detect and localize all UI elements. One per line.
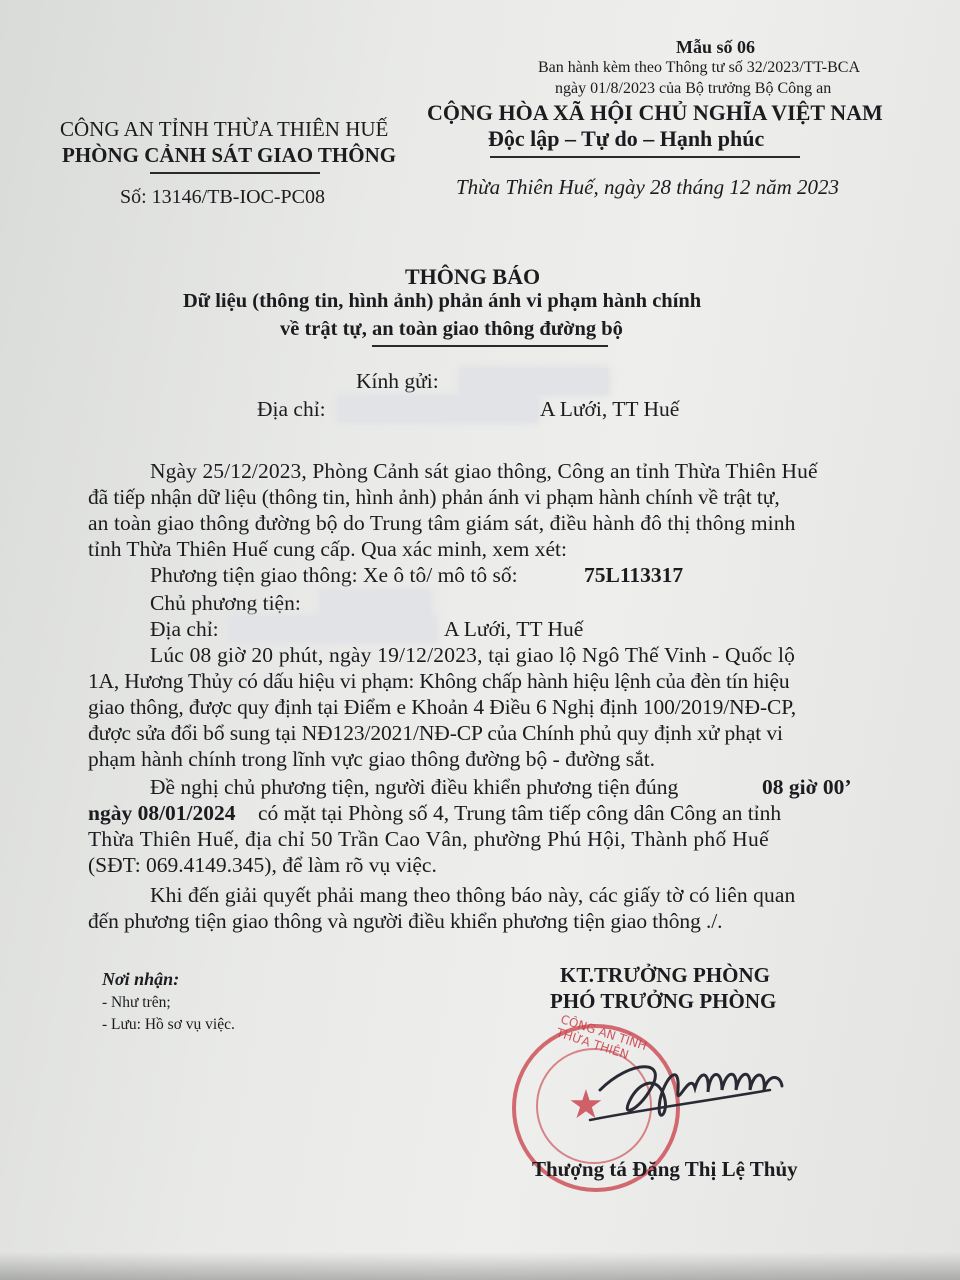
signatory-title-2: PHÓ TRƯỞNG PHÒNG [550,989,777,1013]
star-icon: ★ [568,1082,604,1128]
country-name: CỘNG HÒA XÃ HỘI CHỦ NGHĨA VIỆT NAM [427,100,883,125]
recipients-heading: Nơi nhận: [102,969,180,989]
recipients-item: - Lưu: Hồ sơ vụ việc. [102,1016,235,1033]
body-line: Ngày 25/12/2023, Phòng Cảnh sát giao thông, Công an tỉnh Thừa Thiên Huế [150,459,818,483]
recipient-label: Kính gửi: [356,369,439,393]
agency-parent: CÔNG AN TỈNH THỪA THIÊN HUẾ [60,117,389,141]
vehicle-label: Phương tiện giao thông: Xe ô tô/ mô tô số: [150,563,518,587]
form-number: Mẫu số 06 [676,37,756,57]
address-tail: A Lưới, TT Huế [540,397,680,421]
body-line: Khi đến giải quyết phải mang theo thông báo này, các giấy tờ có liên quan [150,883,796,907]
appointment-time: 08 giờ 00’ [762,775,852,799]
body-line: Thừa Thiên Huế, địa chỉ 50 Trần Cao Vân, phường Phú Hội, Thành phố Huế [88,827,769,851]
document-subtitle-1: Dữ liệu (thông tin, hình ảnh) phản ánh vi phạm hành chính [183,290,702,312]
document-subtitle-2: về trật tự, an toàn giao thông đường bộ [280,318,623,340]
signatory-title-1: KT.TRƯỞNG PHÒNG [560,963,770,987]
body-line: tỉnh Thừa Thiên Huế cung cấp. Qua xác minh, xem xét: [88,537,567,561]
address-label: Địa chỉ: [257,397,326,421]
agency-name: PHÒNG CẢNH SÁT GIAO THÔNG [62,143,397,167]
body-line: 1A, Hương Thủy có dấu hiệu vi phạm: Không chấp hành hiệu lệnh của đèn tín hiệu [88,669,790,693]
body-line: đã tiếp nhận dữ liệu (thông tin, hình ảnh) phản ánh vi phạm hành chính về trật tự, [88,485,780,509]
signer-name: Thượng tá Đặng Thị Lệ Thủy [532,1157,798,1181]
body-line: Đề nghị chủ phương tiện, người điều khiển phương tiện đúng [150,775,679,799]
body-line: (SĐT: 069.4149.345), để làm rõ vụ việc. [88,853,437,877]
page-shadow [0,1252,960,1280]
body-line: có mặt tại Phòng số 4, Trung tâm tiếp công dân Công an tỉnh [258,801,782,825]
body-line: an toàn giao thông đường bộ do Trung tâm giám sát, điều hành đô thị thông minh [88,511,796,535]
redacted-owner [320,590,430,616]
handwritten-signature [560,1030,800,1150]
country-motto: Độc lập – Tự do – Hạnh phúc [488,126,765,151]
place-date: Thừa Thiên Huế, ngày 28 tháng 12 năm 2023 [456,175,840,199]
motto-underline [490,156,800,158]
body-line: Lúc 08 giờ 20 phút, ngày 19/12/2023, tại giao lộ Ngô Thế Vinh - Quốc lộ [150,643,796,667]
owner-address-tail: A Lưới, TT Huế [444,617,584,641]
agency-underline [150,172,320,174]
owner-address-label: Địa chỉ: [150,617,219,641]
redacted-recipient [460,368,608,394]
title-underline [372,345,608,347]
document-title: THÔNG BÁO [405,264,541,289]
redacted-owner-address [230,616,436,642]
body-line: giao thông, được quy định tại Điểm e Khoản 4 Điều 6 Nghị định 100/2019/NĐ-CP, [88,695,797,719]
stamp-text: CÔNG AN TỈNH THỪA THIÊN [554,1012,649,1062]
issued-with-line-1: Ban hành kèm theo Thông tư số 32/2023/TT-BCA [538,59,860,76]
body-line: được sửa đổi bổ sung tại NĐ123/2021/NĐ-CP của Chính phủ quy định xử phạt vi [88,721,783,745]
recipients-item: - Như trên; [102,994,171,1011]
redacted-address [338,396,538,422]
appointment-date: ngày 08/01/2024 [88,801,236,825]
owner-label: Chủ phương tiện: [150,591,301,615]
issued-with-line-2: ngày 01/8/2023 của Bộ trưởng Bộ Công an [555,80,832,97]
document-number: Số: 13146/TB-IOC-PC08 [120,186,326,208]
body-line: phạm hành chính trong lĩnh vực giao thông đường bộ - đường sắt. [88,747,656,771]
body-line: đến phương tiện giao thông và người điều khiển phương tiện giao thông ./. [88,909,723,933]
license-plate: 75L113317 [584,563,684,587]
